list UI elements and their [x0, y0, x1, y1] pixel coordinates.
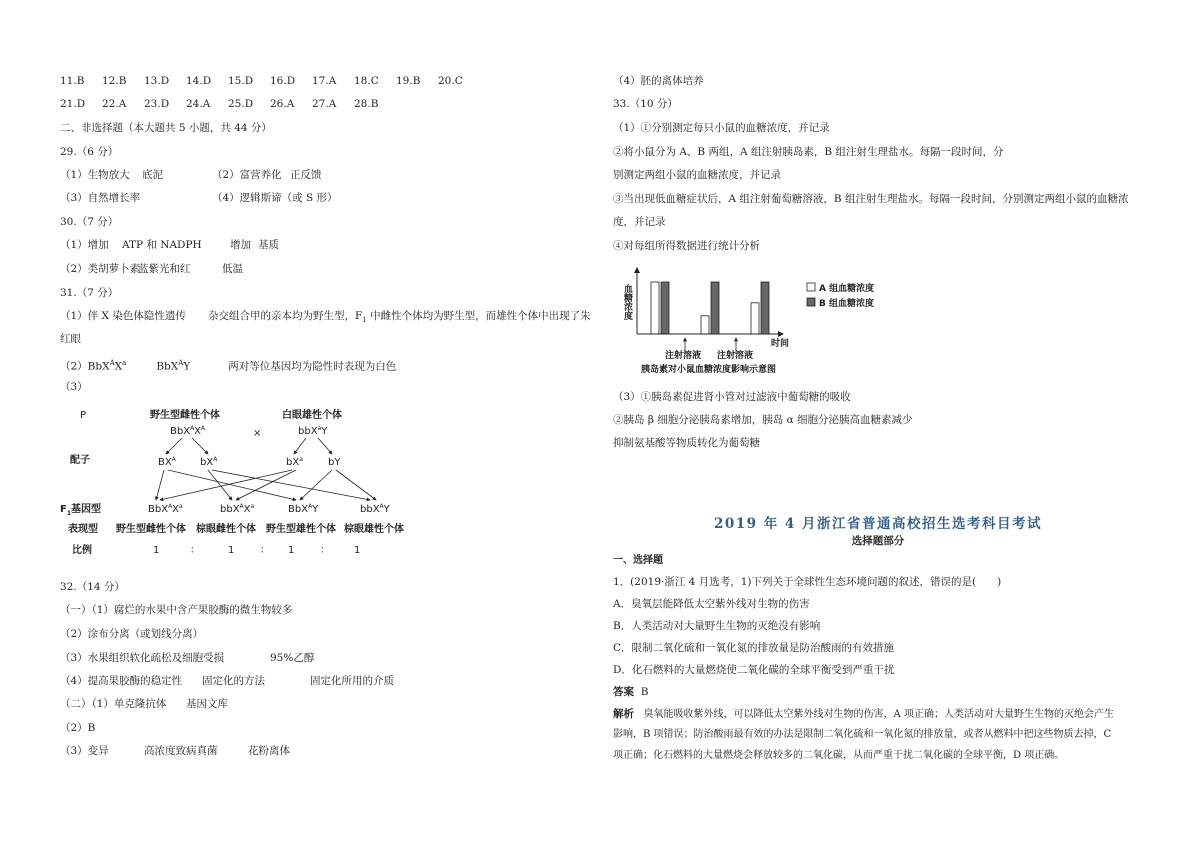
text: 低温: [222, 263, 243, 275]
r-line-10: 抑制氨基酸等物质转化为葡萄糖: [613, 437, 760, 449]
text: （3）水果组织软化疏松及细胞受损: [60, 652, 225, 664]
offspring-genotype-4: bbX$^A$Y: [360, 503, 390, 515]
answer-value: B: [640, 686, 649, 698]
answer-item: 24.A: [186, 98, 211, 110]
text: 正反馈: [290, 169, 322, 181]
q31-heading: 31.（7 分）: [60, 287, 119, 299]
phenotype-1: 野生型雌性个体: [116, 524, 186, 535]
ratio-sep-2: ：: [260, 545, 270, 556]
q31-line-1: [60, 309, 591, 327]
q32-line-3: [60, 651, 314, 665]
gamete-3: $bX^a$: [286, 456, 303, 468]
answer-item: 23.D: [144, 98, 170, 110]
x-axis-label: 时间: [771, 339, 790, 349]
male-parent-type: 白眼雄性个体: [282, 410, 342, 421]
ratio-1: 1: [153, 545, 160, 556]
y-axis-label: 血糖浓度: [622, 284, 632, 320]
gamete-label: 配子: [70, 455, 90, 466]
bar-a-3: [751, 303, 759, 334]
q33-heading: 33.（10 分）: [613, 98, 678, 110]
section2-heading: 二、非选择题（本大题共 5 小题，共 44 分）: [60, 122, 272, 134]
answer-row-2: [60, 97, 396, 111]
option-c: C．限制二氧化硫和一氧化氮的排放量是防治酸雨的有效措施: [613, 642, 895, 654]
answer-item: 12.B: [102, 75, 127, 87]
ratio-3: 1: [288, 545, 295, 556]
answer-item: 26.A: [270, 98, 295, 110]
text: 蓝紫光和红: [138, 263, 191, 275]
answer-item: 18.C: [354, 75, 379, 87]
q32-heading: 32.（14 分）: [60, 581, 125, 593]
answer-row-1: [60, 74, 480, 88]
legend-swatch-a: [807, 283, 815, 291]
cross-arrows: [156, 438, 376, 500]
cross-symbol: ×: [253, 428, 262, 439]
r-line-2: （1）①分别测定每只小鼠的血糖浓度，并记录: [613, 122, 830, 134]
text: 基质: [258, 239, 279, 251]
q32-line-4: [60, 674, 394, 688]
ratio-4: 1: [354, 545, 361, 556]
text: （1）增加: [60, 239, 109, 251]
phenotype-3: 野生型雄性个体: [266, 524, 336, 535]
x-axis-arrow: [778, 331, 784, 337]
bar-a-2: [701, 316, 709, 334]
r-line-7: ④对每组所得数据进行统计分析: [613, 240, 760, 252]
answer-label: 答案: [613, 686, 634, 698]
exam-title: 2019 年 4 月浙江省普通高校招生选考科目考试: [713, 516, 1043, 532]
bar-group: [651, 282, 769, 334]
answer-line: [613, 685, 648, 699]
text: 两对等位基因均为隐性时表现为白色: [228, 360, 397, 373]
q32-line-5: [60, 697, 228, 711]
text: 固定化所用的介质: [310, 675, 394, 687]
text: （4）提高果胶酶的稳定性: [60, 675, 183, 687]
q30-line-1: [60, 238, 279, 252]
ratio-sep-1: ：: [190, 545, 200, 556]
r-line-4: 别测定两组小鼠的血糖浓度，并记录: [613, 169, 781, 181]
text: 高浓度致病真菌: [144, 745, 218, 757]
answer-item: 27.A: [312, 98, 337, 110]
answer-item: 20.C: [438, 75, 463, 87]
text: （2）类胡萝卜素: [60, 263, 141, 275]
r-line-5: ③当出现低血糖症状后，A 组注射葡萄糖溶液，B 组注射生理盐水。每隔一段时间，分别测定两组小鼠的血糖浓: [613, 193, 1129, 205]
text: 杂交组合甲的亲本均为野生型，F: [208, 310, 363, 322]
injection-label-1: 注射溶液: [665, 351, 702, 361]
text: （3）自然增长率: [60, 192, 141, 204]
text: A: [109, 359, 115, 367]
answer-item: 28.B: [354, 98, 379, 110]
bar-a-1: [651, 282, 659, 334]
injection-label-2: 注射溶液: [717, 351, 754, 361]
r-line-6: 度，并记录: [613, 216, 666, 228]
q31-line-3: （3）: [60, 381, 88, 393]
text: 臭氧能吸收紫外线，可以降低太空紫外线对生物的伤害，A 项正确；人类活动对大量野生生物的灭绝会产生: [643, 709, 1114, 720]
text: 底泥: [142, 169, 163, 181]
analysis-line-1: [613, 707, 1114, 722]
option-d: D．化石燃料的大量燃烧使二氧化碳的全球平衡受到严重干扰: [613, 664, 895, 676]
answer-item: 21.D: [60, 98, 86, 110]
r-line-1: （4）胚的离体培养: [613, 75, 704, 87]
answer-item: 17.A: [312, 75, 337, 87]
q31-line-2: [60, 356, 396, 374]
answer-item: 22.A: [102, 98, 127, 110]
answer-item: 14.D: [186, 75, 212, 87]
exam-subtitle: 选择题部分: [851, 535, 905, 547]
legend-label-a: A 组血糖浓度: [819, 284, 875, 294]
answer-item: 13.D: [144, 75, 170, 87]
q31-line-1-cont: 红眼: [60, 333, 81, 345]
question-1: 1．(2019·浙江 4 月选考，1)下列关于全球性生态环境问题的叙述，错误的是( ): [613, 576, 1002, 588]
bar-b-2: [711, 282, 719, 334]
text: a: [122, 359, 127, 367]
text: X: [114, 360, 123, 373]
text: Y: [183, 360, 191, 373]
q29-line-2: [60, 191, 338, 205]
q29-heading: 29.（6 分）: [60, 146, 119, 158]
offspring-genotype-3: BbX$^A$Y: [288, 503, 319, 515]
text: （3）变异: [60, 745, 109, 757]
legend-label-b: B 组血糖浓度: [819, 299, 874, 309]
blood-glucose-chart: [613, 262, 913, 380]
answer-item: 15.D: [228, 75, 254, 87]
phenotype-label: 表现型: [68, 524, 98, 535]
option-a: A．臭氧层能降低太空紫外线对生物的伤害: [613, 598, 810, 610]
legend-swatch-b: [807, 298, 815, 306]
male-genotype: bbX$^a$Y: [298, 425, 328, 437]
bar-b-3: [761, 282, 769, 334]
q30-line-2: [60, 262, 243, 276]
analysis-line-3: 项正确；化石燃料的大量燃烧会释放较多的二氧化碳，从而严重干扰二氧化碳的全球平衡，D 项正确。: [613, 750, 1065, 761]
text: 基因文库: [186, 698, 228, 710]
text: （1）生物放大: [60, 169, 130, 181]
female-genotype: $BbX^AX^A$: [170, 425, 206, 437]
text: （2）BbX: [60, 360, 110, 373]
offspring-genotype-2: $bbX^AX^a$: [220, 503, 255, 515]
text: （2）富营养化: [212, 169, 282, 181]
text: （4）逻辑斯谛（或 S 形）: [212, 192, 338, 204]
answer-item: 16.D: [270, 75, 296, 87]
gamete-4: bY: [328, 457, 341, 468]
female-parent-type: 野生型雌性个体: [150, 410, 220, 421]
answer-item: 11.B: [60, 75, 85, 87]
genetic-cross-diagram: [60, 400, 460, 565]
text: BbX: [156, 360, 179, 373]
section1-heading: 一、选择题: [613, 555, 663, 566]
chart-title: 胰岛素对小鼠血糖浓度影响示意图: [641, 365, 777, 375]
q30-heading: 30.（7 分）: [60, 216, 119, 228]
q29-line-1: [60, 168, 322, 182]
text: （1）伴 X 染色体隐性遗传: [60, 310, 186, 322]
text: 中雌性个体均为野生型，而雄性个体中出现了朱: [366, 310, 591, 322]
text: 95%乙醇: [270, 652, 315, 664]
bar-b-1: [661, 282, 669, 334]
r-line-9: ②胰岛 β 细胞分泌胰岛素增加，胰岛 α 细胞分泌胰高血糖素减少: [613, 414, 913, 426]
text: 1: [362, 316, 367, 325]
q32-line-6: （2）B: [60, 722, 96, 734]
ratio-2: 1: [228, 545, 235, 556]
r-line-8: （3）①胰岛素促进肾小管对过滤液中葡萄糖的吸收: [613, 391, 851, 403]
q32-line-2: （2）涂布分离（或划线分离）: [60, 628, 204, 640]
text: A: [178, 359, 184, 367]
ratio-sep-3: ：: [320, 545, 330, 556]
f1-genotype-label: $F_1$基因型: [60, 504, 102, 517]
text: 增加: [230, 239, 251, 251]
q32-line-1: （一）（1）腐烂的水果中含产果胶酶的微生物较多: [60, 604, 293, 616]
gamete-2: $bX^A$: [200, 456, 218, 468]
option-b: B．人类活动对大量野生生物的灭绝没有影响: [613, 620, 821, 632]
y-axis-arrow: [634, 267, 640, 273]
answer-item: 19.B: [396, 75, 421, 87]
q32-line-7: [60, 744, 290, 758]
answer-item: 25.D: [228, 98, 254, 110]
gamete-1: $BX^A$: [158, 456, 176, 468]
text: 花粉离体: [248, 745, 290, 757]
offspring-genotype-1: $BbX^AX^a$: [148, 503, 183, 515]
text: 固定化的方法: [202, 675, 265, 687]
r-line-3: ②将小鼠分为 A、B 两组，A 组注射胰岛素，B 组注射生理盐水。每隔一段时间，分: [613, 146, 1004, 158]
p-label: P: [80, 410, 87, 421]
ratio-label: 比例: [72, 545, 92, 556]
phenotype-4: 棕眼雄性个体: [344, 524, 404, 535]
text: （二）（1）单克隆抗体: [60, 698, 167, 710]
analysis-label: 解析: [613, 708, 634, 720]
analysis-line-2: 影响，B 项错误；防治酸雨最有效的办法是限制二氧化硫和一氧化氮的排放量，或者从燃料中把这些物质去掉，C: [613, 729, 1112, 740]
text: ATP 和 NADPH: [122, 239, 202, 251]
phenotype-2: 棕眼雌性个体: [196, 524, 256, 535]
